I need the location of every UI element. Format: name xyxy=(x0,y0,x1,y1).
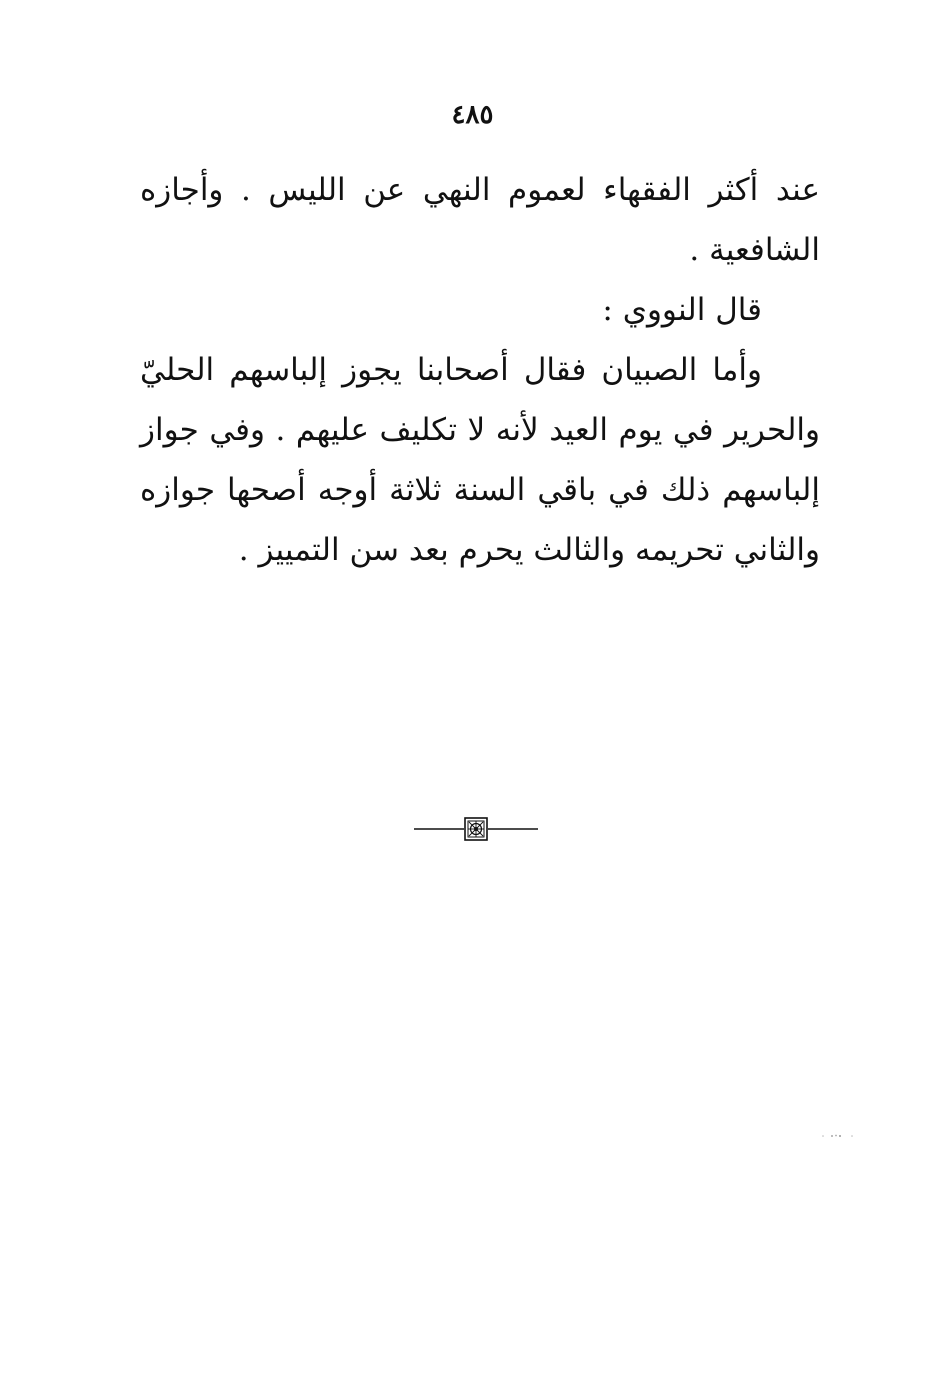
ornamental-rule-icon xyxy=(414,816,538,842)
body-text xyxy=(140,160,820,580)
paragraph-quote-heading: قال النووي : xyxy=(602,292,762,328)
page-number: ٤٨٥ xyxy=(451,100,494,130)
paragraph-continuation: عند أكثر الفقهاء لعموم النهي عن الليس . وأجازه الشافعية . xyxy=(140,172,820,268)
scan-speck-icon xyxy=(818,1133,858,1139)
paragraph-quote: وأما الصبيان فقال أصحابنا يجوز إلباسهم الحليّ والحرير في يوم العيد لأنه لا تكليف عليهم . وفي جواز إلباسهم ذلك في باقي السنة ثلاثة أوجه أصحها جوازه والثاني تحريمه والثالث يحرم بعد سن التمييز . xyxy=(140,352,820,568)
